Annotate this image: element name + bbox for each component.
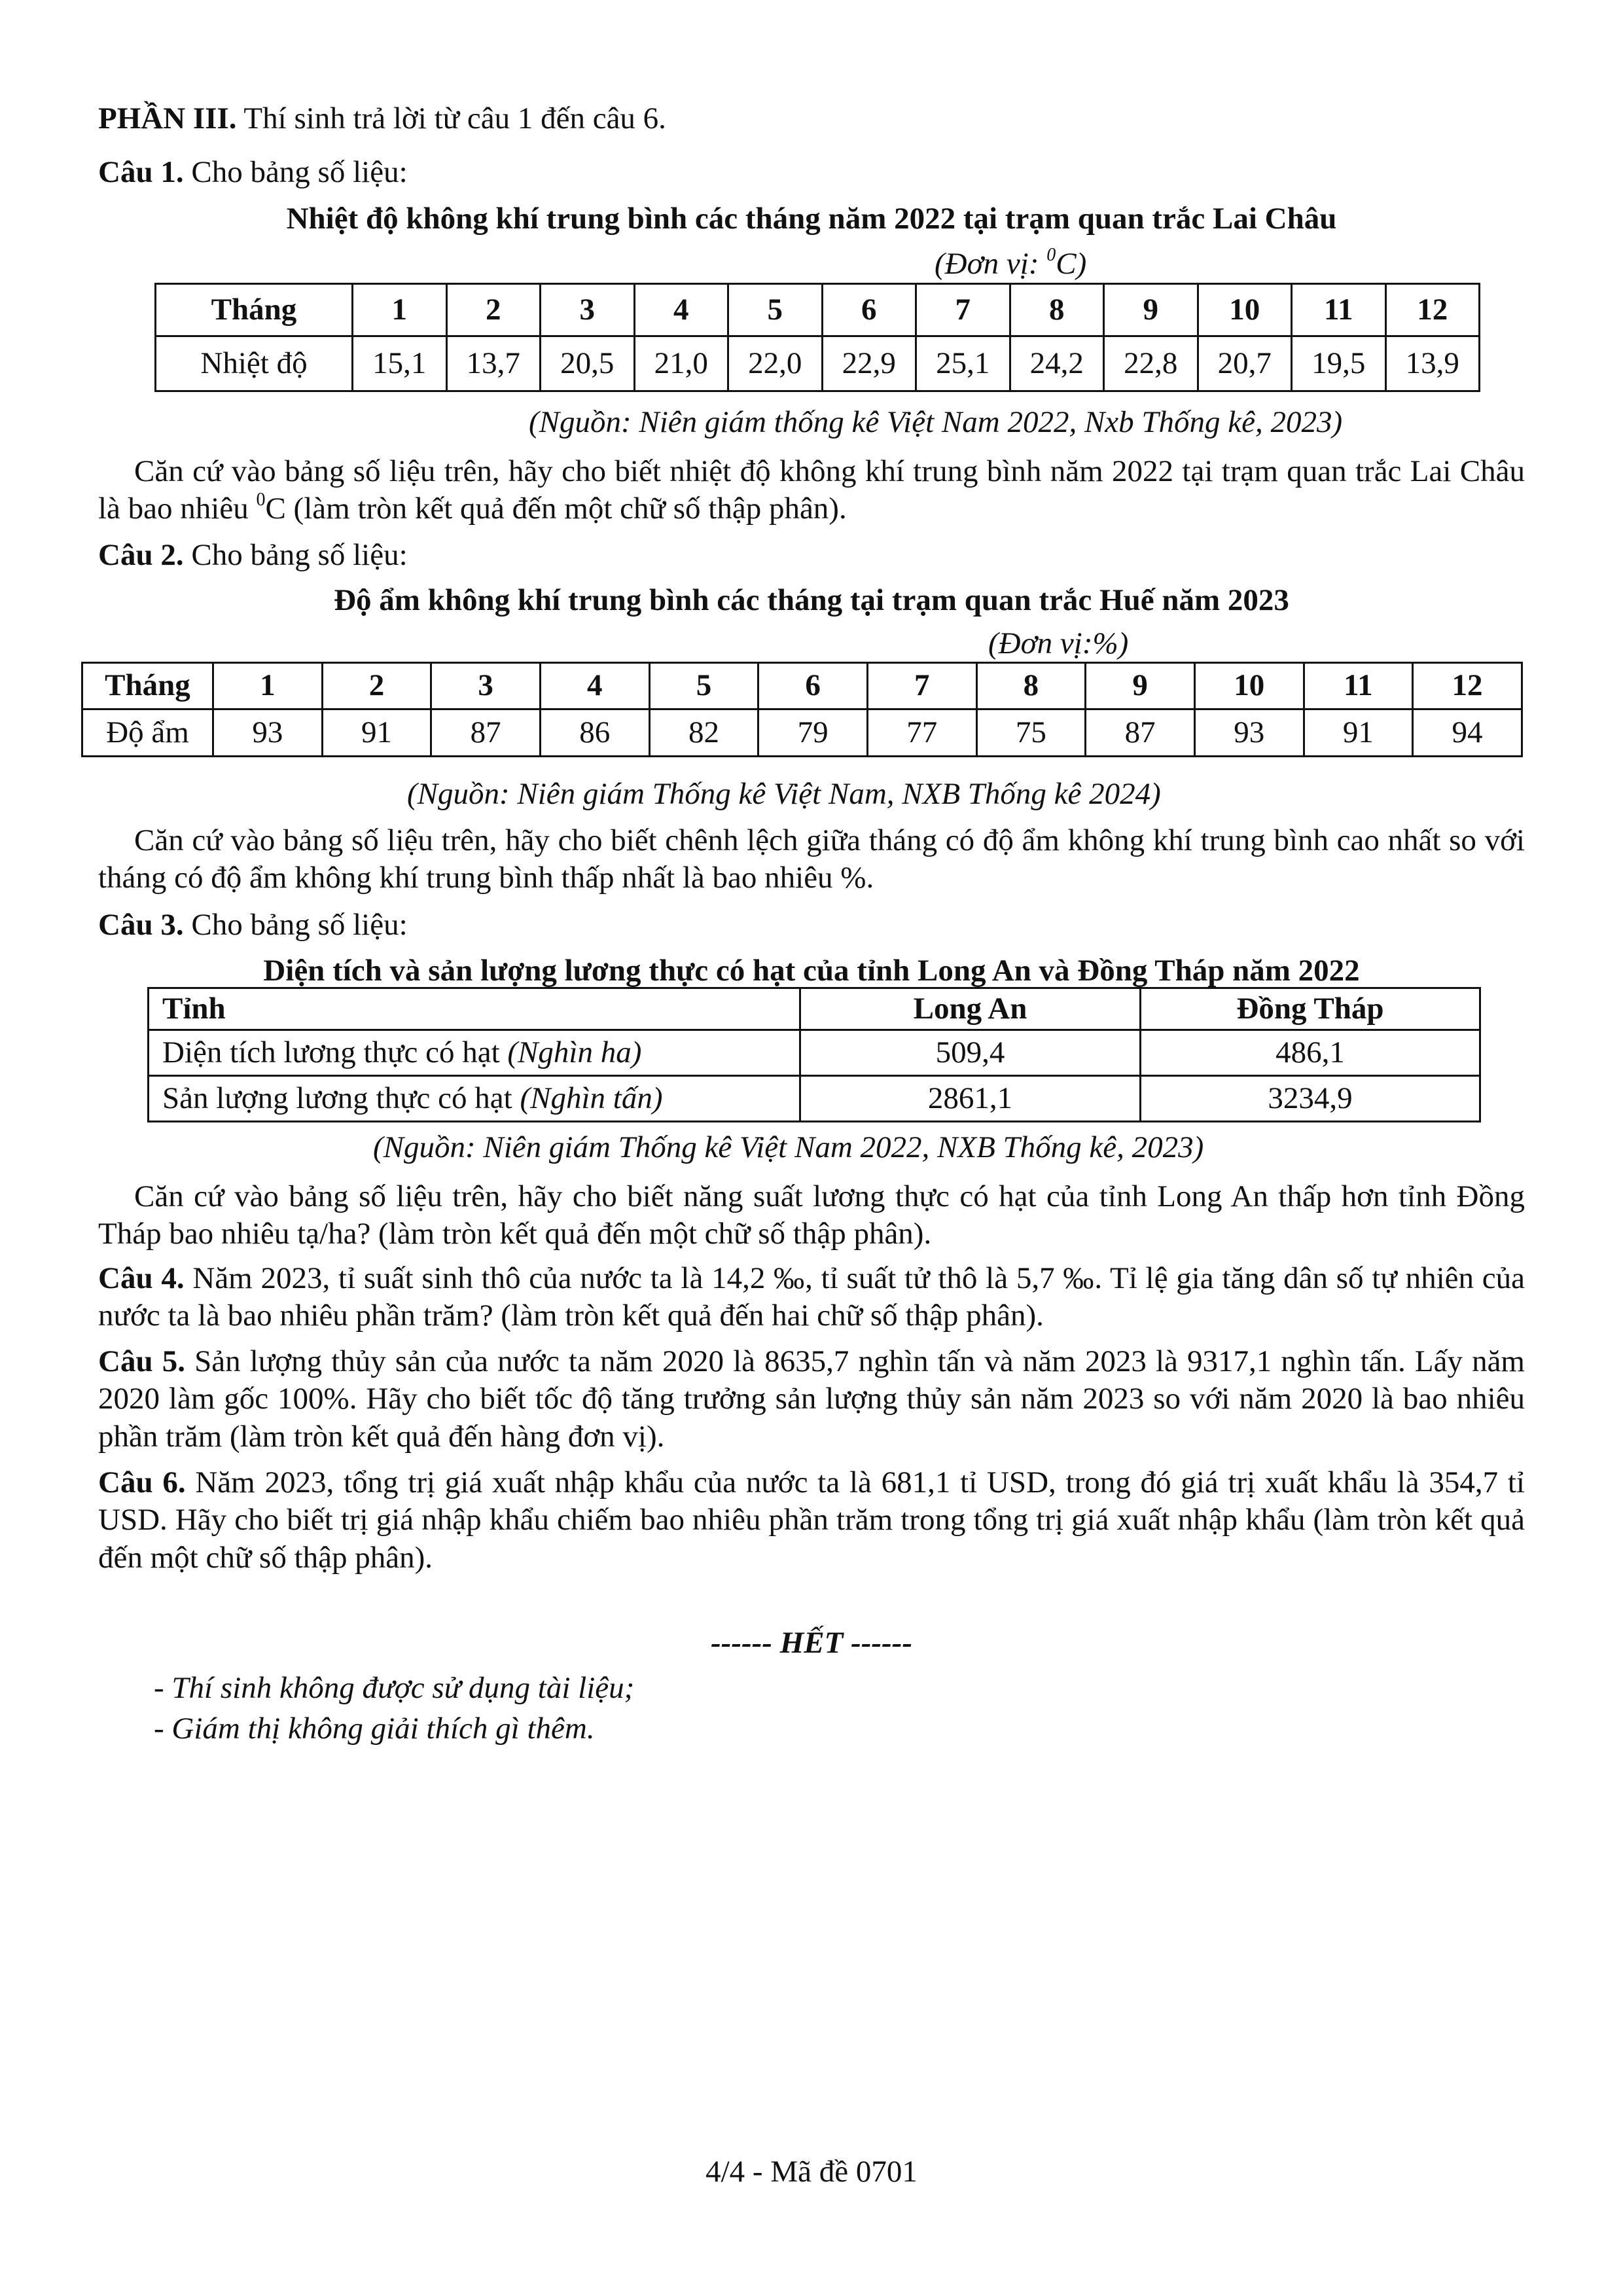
question-1-unit: (Đơn vị: $^0$C) [935, 245, 1087, 281]
grain-table [147, 987, 1481, 1122]
question-3-source: (Nguồn: Niên giám Thống kê Việt Nam 2022, NXB Thống kê, 2023) [373, 1130, 1204, 1164]
question-1-text: Căn cứ vào bảng số liệu trên, hãy cho biết nhiệt độ không khí trung bình năm 2022 tại trạm quan trắc Lai Châu là bao nhiêu $^0$C (làm tròn kết quả đến một chữ số thập phân). [98, 454, 1525, 526]
humidity-row-label: Độ ẩm [82, 709, 213, 757]
month-cell: 9 [1104, 284, 1198, 336]
value-cell: 94 [1413, 709, 1522, 757]
question-2-table-title: Độ ẩm không khí trung bình các tháng tại trạm quan trắc Huế năm 2023 [334, 583, 1289, 617]
value-cell: 24,2 [1010, 336, 1104, 391]
end-mark: ------ HẾT ------ [711, 1626, 912, 1660]
note-2: - Giám thị không giải thích gì thêm. [154, 1712, 595, 1746]
month-cell: 4 [540, 663, 649, 709]
month-cell: 2 [446, 284, 541, 336]
value-cell: 22,0 [728, 336, 823, 391]
value-cell: 87 [431, 709, 541, 757]
value-cell: 19,5 [1292, 336, 1386, 391]
question-2-unit: (Đơn vị:%) [988, 626, 1129, 660]
question-2-source: (Nguồn: Niên giám Thống kê Việt Nam, NXB Thống kê 2024) [407, 777, 1161, 811]
question-3-text: Căn cứ vào bảng số liệu trên, hãy cho biết năng suất lương thực có hạt của tỉnh Long An thấp hơn tỉnh Đồng Tháp bao nhiêu tạ/ha? (làm tròn kết quả đến một chữ số thập phân). [98, 1179, 1525, 1251]
temperature-header-row [156, 284, 1480, 336]
month-cell: 11 [1304, 663, 1413, 709]
value-cell: 79 [758, 709, 868, 757]
month-cell: 10 [1198, 284, 1292, 336]
value-cell: 91 [1304, 709, 1413, 757]
question-1-source: (Nguồn: Niên giám thống kê Việt Nam 2022, Nxb Thống kê, 2023) [529, 405, 1343, 439]
month-cell: 5 [649, 663, 758, 709]
value-cell: 22,8 [1104, 336, 1198, 391]
month-cell: 2 [322, 663, 431, 709]
row-unit: (Nghìn ha) [507, 1035, 642, 1069]
month-cell: 4 [634, 284, 728, 336]
question-3-heading: Câu 3. Cho bảng số liệu: [98, 908, 408, 942]
value-cell: 13,9 [1385, 336, 1480, 391]
value-cell: 3234,9 [1141, 1076, 1480, 1122]
value-cell: 87 [1086, 709, 1195, 757]
row-unit: (Nghìn tấn) [520, 1081, 663, 1115]
month-header: Tháng [156, 284, 353, 336]
temperature-row-label: Nhiệt độ [156, 336, 353, 391]
question-2-text: Căn cứ vào bảng số liệu trên, hãy cho biết chênh lệch giữa tháng có độ ẩm không khí trung bình cao nhất so với tháng có độ ẩm không khí trung bình thấp nhất là bao nhiêu %. [98, 823, 1525, 895]
province-name-header: Đồng Tháp [1141, 988, 1480, 1030]
month-cell: 9 [1086, 663, 1195, 709]
value-cell: 21,0 [634, 336, 728, 391]
value-cell: 75 [976, 709, 1086, 757]
value-cell: 25,1 [916, 336, 1010, 391]
value-cell: 20,7 [1198, 336, 1292, 391]
month-cell: 8 [1010, 284, 1104, 336]
question-4: Câu 4. Năm 2023, tỉ suất sinh thô của nước ta là 14,2 ‰, tỉ suất tử thô là 5,7 ‰. Tỉ lệ gia tăng dân số tự nhiên của nước ta là bao nhiêu phần trăm? (làm tròn kết quả đến hai chữ số thập phân). [98, 1261, 1525, 1333]
month-cell: 7 [867, 663, 976, 709]
page-footer: 4/4 - Mã đề 0701 [705, 2155, 918, 2189]
month-cell: 10 [1194, 663, 1304, 709]
humidity-table [81, 662, 1523, 757]
question-1-table-title: Nhiệt độ không khí trung bình các tháng năm 2022 tại trạm quan trắc Lai Châu [286, 202, 1337, 236]
temperature-value-row [156, 336, 1480, 391]
question-5: Câu 5. Sản lượng thủy sản của nước ta năm 2020 là 8635,7 nghìn tấn và năm 2023 là 9317,1 nghìn tấn. Lấy năm 2020 làm gốc 100%. Hãy cho biết tốc độ tăng trưởng sản lượng thủy sản năm 2023 so với năm 2020 là bao nhiêu phần trăm (làm tròn kết quả đến hàng đơn vị). [98, 1344, 1525, 1454]
month-cell: 6 [822, 284, 916, 336]
province-header: Tỉnh [149, 988, 800, 1030]
question-1-heading: Câu 1. Cho bảng số liệu: [98, 155, 408, 189]
month-cell: 3 [431, 663, 541, 709]
question-2-heading: Câu 2. Cho bảng số liệu: [98, 538, 408, 572]
value-cell: 20,5 [541, 336, 635, 391]
value-cell: 486,1 [1141, 1030, 1480, 1076]
month-cell: 6 [758, 663, 868, 709]
value-cell: 13,7 [446, 336, 541, 391]
value-cell: 91 [322, 709, 431, 757]
month-cell: 12 [1385, 284, 1480, 336]
note-1: - Thí sinh không được sử dụng tài liệu; [154, 1671, 635, 1705]
month-cell: 11 [1292, 284, 1386, 336]
humidity-value-row [82, 709, 1522, 757]
row-label-text: Diện tích lương thực có hạt [162, 1035, 508, 1069]
row-label [149, 1030, 800, 1076]
month-cell: 8 [976, 663, 1086, 709]
grain-row-output [149, 1076, 1480, 1122]
value-cell: 93 [1194, 709, 1304, 757]
month-cell: 1 [353, 284, 447, 336]
value-cell: 82 [649, 709, 758, 757]
value-cell: 77 [867, 709, 976, 757]
row-label [149, 1076, 800, 1122]
value-cell: 93 [213, 709, 323, 757]
value-cell: 2861,1 [800, 1076, 1141, 1122]
month-cell: 1 [213, 663, 323, 709]
value-cell: 22,9 [822, 336, 916, 391]
value-cell: 15,1 [353, 336, 447, 391]
grain-header-row [149, 988, 1480, 1030]
month-cell: 5 [728, 284, 823, 336]
month-cell: 3 [541, 284, 635, 336]
value-cell: 86 [540, 709, 649, 757]
month-cell: 7 [916, 284, 1010, 336]
province-name-header: Long An [800, 988, 1141, 1030]
temperature-table [154, 283, 1480, 392]
humidity-header-row [82, 663, 1522, 709]
grain-row-area [149, 1030, 1480, 1076]
question-6: Câu 6. Năm 2023, tổng trị giá xuất nhập khẩu của nước ta là 681,1 tỉ USD, trong đó giá trị xuất khẩu là 354,7 tỉ USD. Hãy cho biết trị giá nhập khẩu chiếm bao nhiêu phần trăm trong tổng trị giá xuất nhập khẩu (làm tròn kết quả đến một chữ số thập phân). [98, 1465, 1525, 1575]
month-header: Tháng [82, 663, 213, 709]
row-label-text: Sản lượng lương thực có hạt [162, 1081, 520, 1115]
question-3-table-title: Diện tích và sản lượng lương thực có hạt của tỉnh Long An và Đồng Tháp năm 2022 [263, 954, 1360, 988]
value-cell: 509,4 [800, 1030, 1141, 1076]
part-heading: PHẦN III. Thí sinh trả lời từ câu 1 đến câu 6. [98, 101, 666, 135]
month-cell: 12 [1413, 663, 1522, 709]
